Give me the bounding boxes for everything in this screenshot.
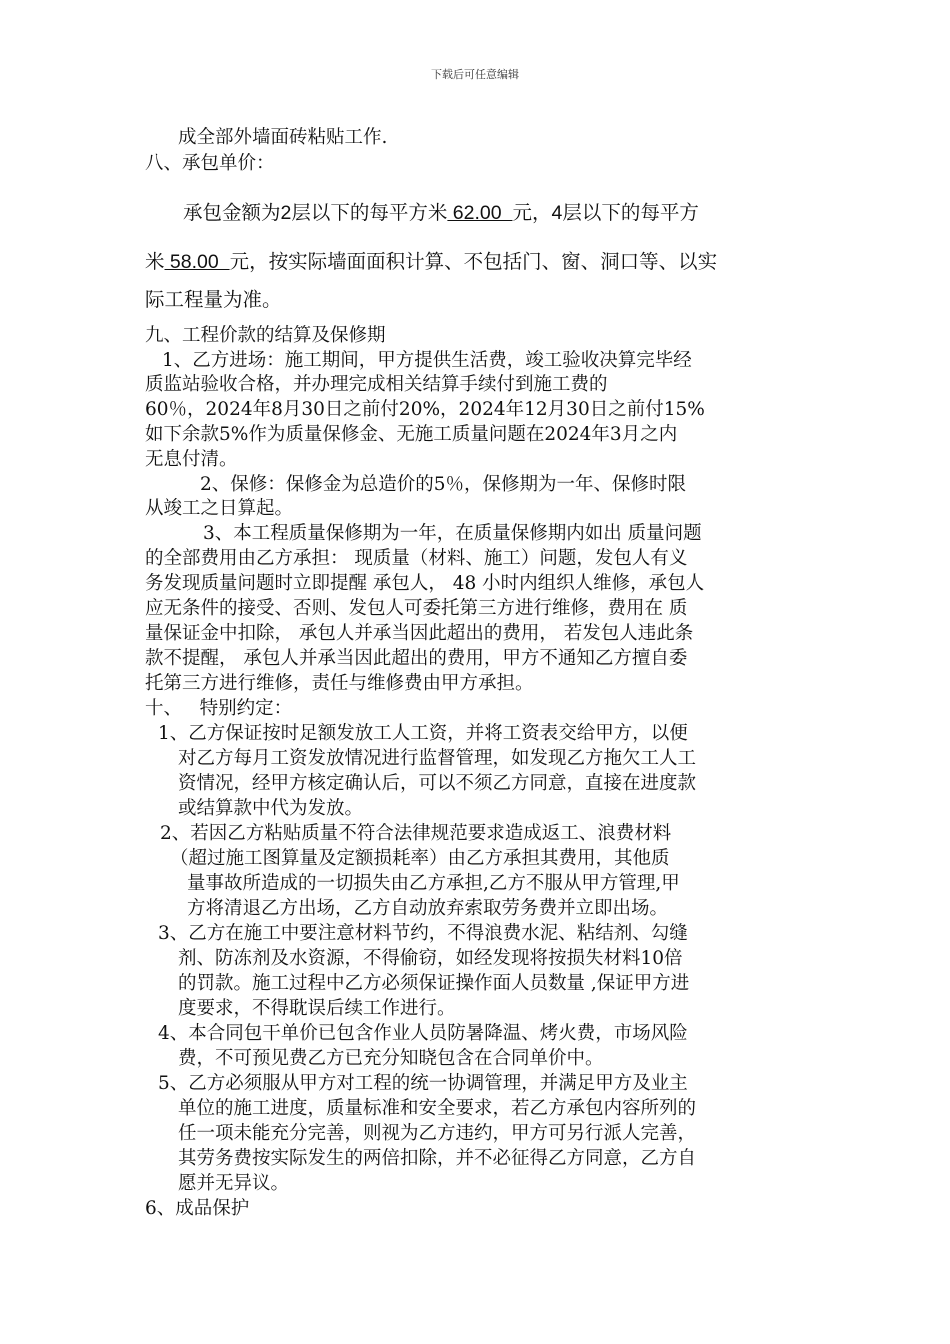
list-item: 3、乙方在施工中要注意材料节约，不得浪费水泥、粘结剂、勾缝 [158, 923, 688, 944]
price-value-4f: 58.00 [164, 251, 230, 273]
paragraph-line: 款不提醒， 承包人并承当因此超出的费用，甲方不通知乙方擅自委 [145, 648, 688, 669]
list-item: 4、本合同包干单价已包含作业人员防暑降温、烤火费，市场风险 [158, 1023, 688, 1044]
list-item: 1、乙方保证按时足额发放工人工资，并将工资表交给甲方，以便 [158, 723, 688, 744]
paragraph-line: 3、本工程质量保修期为一年，在质量保修期内如出 质量问题 [203, 523, 702, 544]
price-text: 承包金额为 [183, 201, 281, 224]
list-item: （超过施工图算量及定额损耗率）由乙方承担其费用，其他质 [170, 848, 670, 869]
paragraph-line: 务发现质量问题时立即提醒 承包人， 48 小时内组织人维修，承包人 [145, 573, 705, 594]
price-value-2f: 62.00 [447, 202, 513, 224]
section-heading: 八、承包单价： [145, 153, 275, 174]
price-text: 元， [512, 201, 552, 224]
section-heading: 6、成品保护 [145, 1198, 250, 1219]
list-item: 任一项未能充分完善，则视为乙方违约，甲方可另行派人完善， [178, 1123, 697, 1144]
list-item: 方将清退乙方出场，乙方自动放弃索取劳务费并立即出场。 [187, 898, 669, 919]
paragraph-line: 际工程量为准。 [145, 288, 282, 311]
price-text: 元，按实际墙面面积计算、不包括门、窗、洞口等、以实 [229, 250, 718, 273]
list-item: 2、若因乙方粘贴质量不符合法律规范要求造成返工、浪费材料 [160, 823, 672, 844]
price-line-2 [145, 250, 717, 274]
section-heading: 九、工程价款的结算及保修期 [145, 325, 386, 346]
list-item: 5、乙方必须服从甲方对工程的统一协调管理，并满足甲方及业主 [158, 1073, 688, 1094]
paragraph-line: 2、保修：保修金为总造价的5％，保修期为一年、保修时限 [200, 474, 687, 495]
paragraph-line: 质监站验收合格，并办理完成相关结算手续付到施工费的 [145, 374, 608, 395]
paragraph-line: 量保证金中扣除， 承包人并承当因此超出的费用， 若发包人违此条 [145, 623, 694, 644]
paragraph-line: 如下余款5%作为质量保修金、无施工质量问题在2024年3月之内 [145, 424, 678, 445]
price-text: 层以下的每平方米 [291, 201, 448, 224]
price-text: 2 [280, 202, 292, 224]
list-item: 度要求，不得耽误后续工作进行。 [178, 998, 456, 1019]
list-item: 剂、防冻剂及水资源，不得偷窃，如经发现将按损失材料10倍 [178, 948, 683, 969]
page-header-note: 下载后可任意编辑 [431, 68, 519, 81]
list-item: 量事故所造成的一切损失由乙方承担,乙方不服从甲方管理,甲 [187, 873, 680, 894]
list-item: 费，不可预见费乙方已充分知晓包含在合同单价中。 [178, 1048, 604, 1069]
list-item: 其劳务费按实际发生的两倍扣除，并不必征得乙方同意，乙方自 [178, 1148, 697, 1169]
price-text: 层以下的每平方 [562, 201, 699, 224]
paragraph-line: 从竣工之日算起。 [145, 498, 294, 519]
paragraph-line: 的全部费用由乙方承担： 现质量（材料、施工）问题，发包人有义 [145, 548, 688, 569]
price-text: 米 [145, 250, 165, 273]
paragraph-line: 无息付清。 [145, 449, 238, 470]
list-item: 愿并无异议。 [178, 1173, 290, 1194]
list-item: 对乙方每月工资发放情况进行监督管理，如发现乙方拖欠工人工 [178, 748, 697, 769]
price-line-1 [183, 201, 699, 225]
price-text: 4 [551, 202, 563, 224]
section-heading: 十、 特别约定： [145, 698, 293, 719]
paragraph-line: 1、乙方进场：施工期间，甲方提供生活费，竣工验收决算完毕经 [162, 350, 692, 371]
list-item: 资情况，经甲方核定确认后，可以不须乙方同意，直接在进度款 [178, 773, 697, 794]
paragraph-line: 成全部外墙面砖粘贴工作. [178, 127, 388, 148]
paragraph-line: 托第三方进行维修，责任与维修费由甲方承担。 [145, 673, 534, 694]
paragraph-line: 60％，2024年8月30日之前付20%，2024年12月30日之前付15% [145, 399, 705, 420]
list-item: 或结算款中代为发放。 [178, 798, 364, 819]
list-item: 的罚款。施工过程中乙方必须保证操作面人员数量 ,保证甲方进 [178, 973, 690, 994]
paragraph-line: 应无条件的接受、否则、发包人可委托第三方进行维修，费用在 质 [145, 598, 688, 619]
list-item: 单位的施工进度，质量标准和安全要求，若乙方承包内容所列的 [178, 1098, 697, 1119]
